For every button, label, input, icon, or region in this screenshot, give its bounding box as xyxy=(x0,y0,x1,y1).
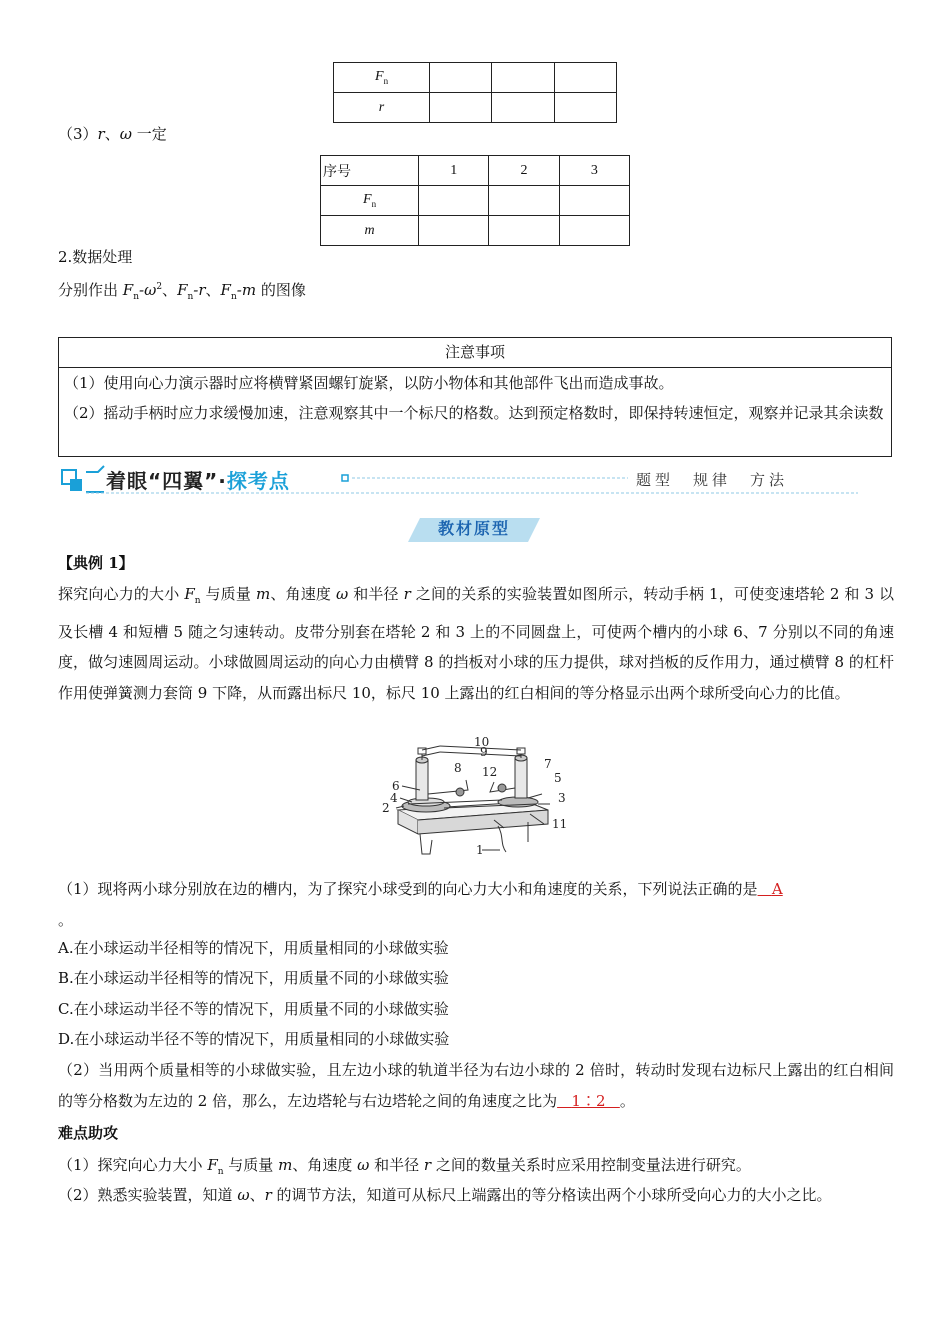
answer-1: A xyxy=(771,880,783,898)
hint-item-2: （2）熟悉实验装置，知道 ω、r 的调节方法，知道可从标尺上端露出的等分格读出两个小球所受向心力的大小之比。 xyxy=(58,1186,832,1204)
option-c: C.在小球运动半径不等的情况下，用质量不同的小球做实验 xyxy=(58,1000,449,1018)
header-col: 2 xyxy=(489,156,559,186)
data-table-2 xyxy=(320,155,630,246)
notes-item-1: （1）使用向心力演示器时应将横臂紧固螺钉旋紧，以防小物体和其他部件飞出而造成事故。 xyxy=(64,374,674,392)
figure-label: 3 xyxy=(558,791,566,805)
figure-label: 8 xyxy=(454,761,462,775)
hint-title: 难点助攻 xyxy=(58,1124,119,1142)
table-cell xyxy=(489,216,559,246)
table-cell xyxy=(430,63,492,93)
table-cell xyxy=(419,216,489,246)
example-paragraph: 探究向心力的大小 $F_n$ 与质量 m、角速度 ω 和半径 r 之间的关系的实验装置如图所示，转动手柄 1，可使变速塔轮 2 和 3 以及长槽 4 和短槽 5 随之匀速转动。皮带分别套在塔轮 2 和 3 上的不同圆盘上，可使两个槽内的小球 6、7 分别以不同的角速度，做匀速圆周运动。小球做圆周运动的向心力由横臂 8 的挡板对小球的压力提供，球对挡板的反作用力，通过横臂 8 的杠杆作用使弹簧测力套筒 9 下降，从而露出标尺 10，标尺 10 上露出的红白相间的等分格显示出两个球所受向心力的比值。 xyxy=(58,585,894,702)
table-cell xyxy=(492,93,554,123)
row-label-fn: $F_n$ xyxy=(334,63,430,93)
figure-label: 10 xyxy=(474,735,490,749)
table-cell xyxy=(492,63,554,93)
question-2: （2）当用两个质量相等的小球做实验，且左边小球的轨道半径为右边小球的 2 倍时，转动时发现右边标尺上露出的红白相间的等分格数为左边的 2 倍，那么，左边塔轮与右边塔轮之间的角速度之比为 1∶2 。 xyxy=(58,1061,894,1110)
notes-title: 注意事项 xyxy=(59,338,891,368)
section-banner-title: 着眼“四翼”·探考点 xyxy=(106,469,290,493)
apparatus-figure xyxy=(378,732,578,862)
figure-label: 12 xyxy=(482,765,498,779)
figure-label: 9 xyxy=(480,745,488,759)
data-processing-title: 2.数据处理 xyxy=(58,248,133,266)
table-cell xyxy=(559,216,629,246)
banner-dot-icon xyxy=(342,475,348,481)
header-col: 1 xyxy=(419,156,489,186)
figure-label: 1 xyxy=(476,843,484,857)
option-b: B.在小球运动半径相等的情况下，用质量不同的小球做实验 xyxy=(58,969,449,987)
row-label-m: m xyxy=(321,216,419,246)
option-d: D.在小球运动半径不等的情况下，用质量相同的小球做实验 xyxy=(58,1030,450,1048)
row-label-fn: $F_n$ xyxy=(321,186,419,216)
header-index: 序号 xyxy=(321,156,419,186)
header-col: 3 xyxy=(559,156,629,186)
row-label-r: r xyxy=(334,93,430,123)
figure-label: 5 xyxy=(554,771,562,785)
figure-label: 11 xyxy=(552,817,568,831)
table-cell xyxy=(430,93,492,123)
data-table-1 xyxy=(333,62,617,123)
answer-2: 1∶2 xyxy=(571,1091,606,1110)
figure-label: 4 xyxy=(390,791,398,805)
figure-label: 6 xyxy=(392,779,400,793)
example-title: 【典例 1】 xyxy=(58,554,134,572)
notes-box xyxy=(58,337,892,457)
figure-label: 2 xyxy=(382,801,390,815)
notes-item-2: （2）摇动手柄时应力求缓慢加速，注意观察其中一个标尺的格数。达到预定格数时，即保持转速恒定，观察并记录其余读数 xyxy=(64,404,884,422)
table-cell xyxy=(554,63,616,93)
case-3-heading: （3）r、ω 一定 xyxy=(58,125,167,143)
figure-label: 7 xyxy=(544,757,552,771)
table-cell xyxy=(419,186,489,216)
tag-label: 教材原型 xyxy=(437,519,510,538)
table-cell xyxy=(489,186,559,216)
question-1: （1）现将两小球分别放在边的槽内，为了探究小球受到的向心力大小和角速度的关系，下列说法正确的是 A 。 xyxy=(58,880,783,929)
banner-square-fill-icon xyxy=(70,479,82,491)
table-cell xyxy=(554,93,616,123)
table-cell xyxy=(559,186,629,216)
hint-item-1: （1）探究向心力大小 $F_n$ 与质量 m、角速度 ω 和半径 r 之间的数量关系时应采用控制变量法进行研究。 xyxy=(58,1156,751,1177)
data-processing-text: 分别作出 $F_n-\omega^2$、$F_n-r$、$F_n-m$ 的图像 xyxy=(58,281,306,302)
option-a: A.在小球运动半径相等的情况下，用质量相同的小球做实验 xyxy=(58,939,449,957)
section-banner-subtitle: 题型 规律 方法 xyxy=(636,471,789,489)
